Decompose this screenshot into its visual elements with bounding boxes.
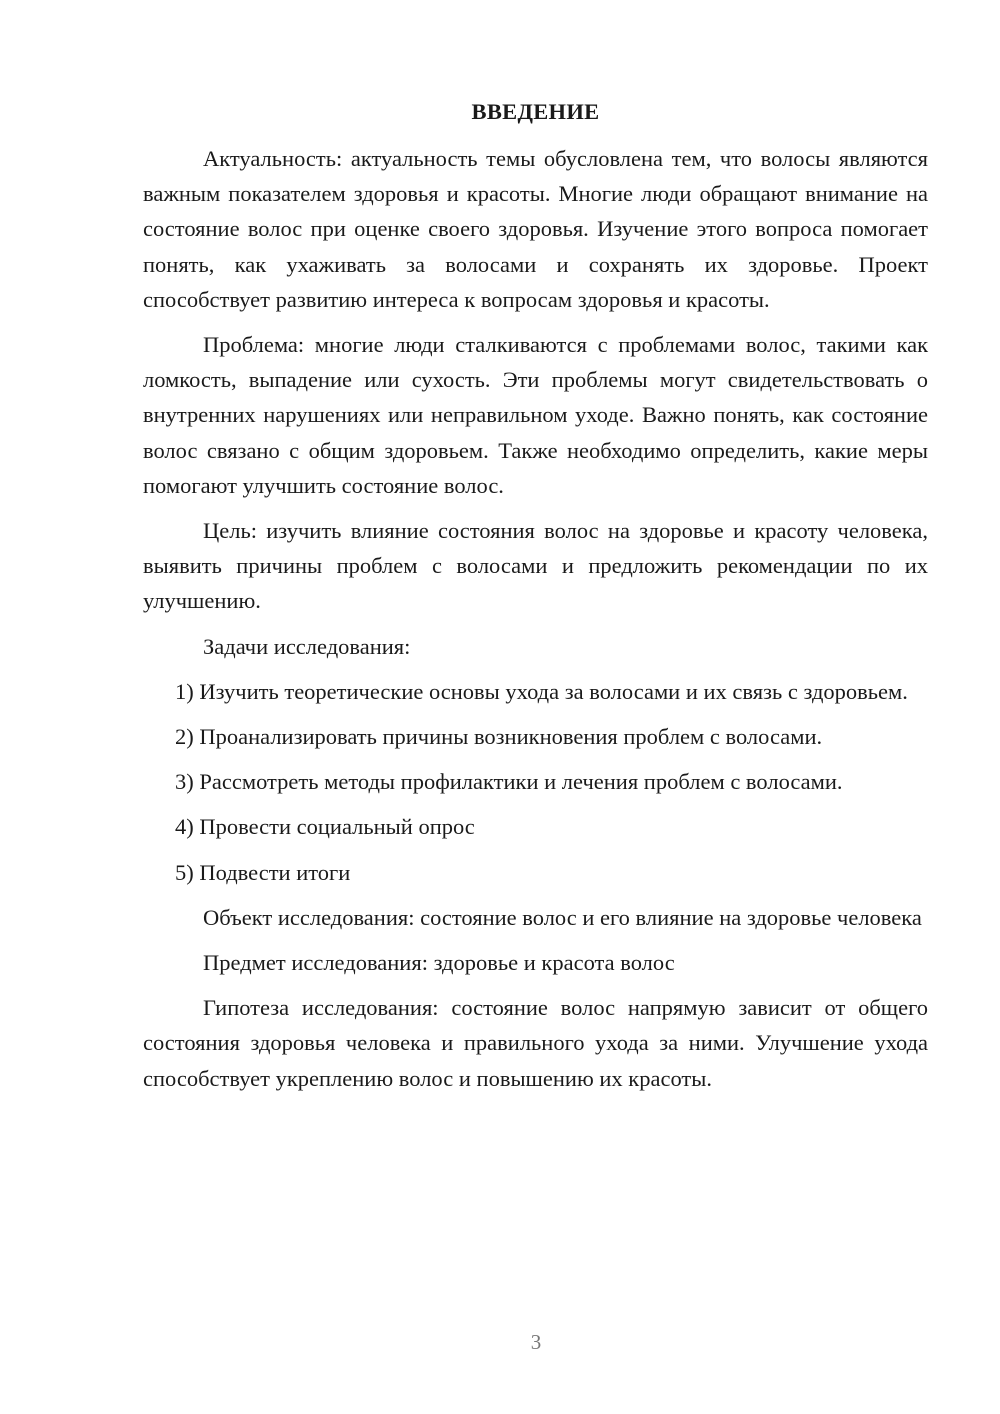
problem-paragraph: Проблема: многие люди сталкиваются с проблемами волос, такими как ломкость, выпадение или сухость. Эти проблемы могут свидетельствовать о внутренних нарушениях или неправильном уходе. Важно понять, как состояние волос связано с общим здоровьем. Также необходимо определить, какие меры помогают улучшить состояние волос. bbox=[143, 332, 928, 498]
hypothesis-paragraph: Гипотеза исследования: состояние волос напрямую зависит от общего состояния здоровья человека и правильного ухода за ними. Улучшение ухода способствует укреплению волос и повышению их красоты. bbox=[143, 995, 928, 1091]
subject-paragraph: Предмет исследования: здоровье и красота волос bbox=[203, 950, 675, 976]
relevance-paragraph: Актуальность: актуальность темы обусловлена тем, что волосы являются важным показателем здоровья и красоты. Многие люди обращают внимание на состояние волос при оценке своего здоровья. Изучение этого вопроса помогает понять, как ухаживать за волосами и сохранять их здоровье. Проект способствует развитию интереса к вопросам здоровья и красоты. bbox=[143, 146, 928, 312]
tasks-heading: Задачи исследования: bbox=[203, 633, 411, 659]
goal-paragraph: Цель: изучить влияние состояния волос на здоровье и красоту человека, выявить причины проблем с волосами и предложить рекомендации по их улучшению. bbox=[143, 518, 928, 614]
page-content bbox=[143, 94, 928, 1106]
page-title: ВВЕДЕНИЕ bbox=[471, 99, 600, 124]
task-item: 3) Рассмотреть методы профилактики и лечения проблем с волосами. bbox=[175, 769, 843, 795]
task-item: 2) Проанализировать причины возникновения проблем с волосами. bbox=[175, 724, 823, 750]
task-item: 1) Изучить теоретические основы ухода за волосами и их связь с здоровьем. bbox=[175, 678, 908, 704]
task-item: 5) Подвести итоги bbox=[175, 859, 351, 885]
page-number: 3 bbox=[530, 1330, 542, 1354]
task-item: 4) Провести социальный опрос bbox=[175, 814, 475, 840]
object-paragraph: Объект исследования: состояние волос и его влияние на здоровье человека bbox=[203, 904, 922, 930]
